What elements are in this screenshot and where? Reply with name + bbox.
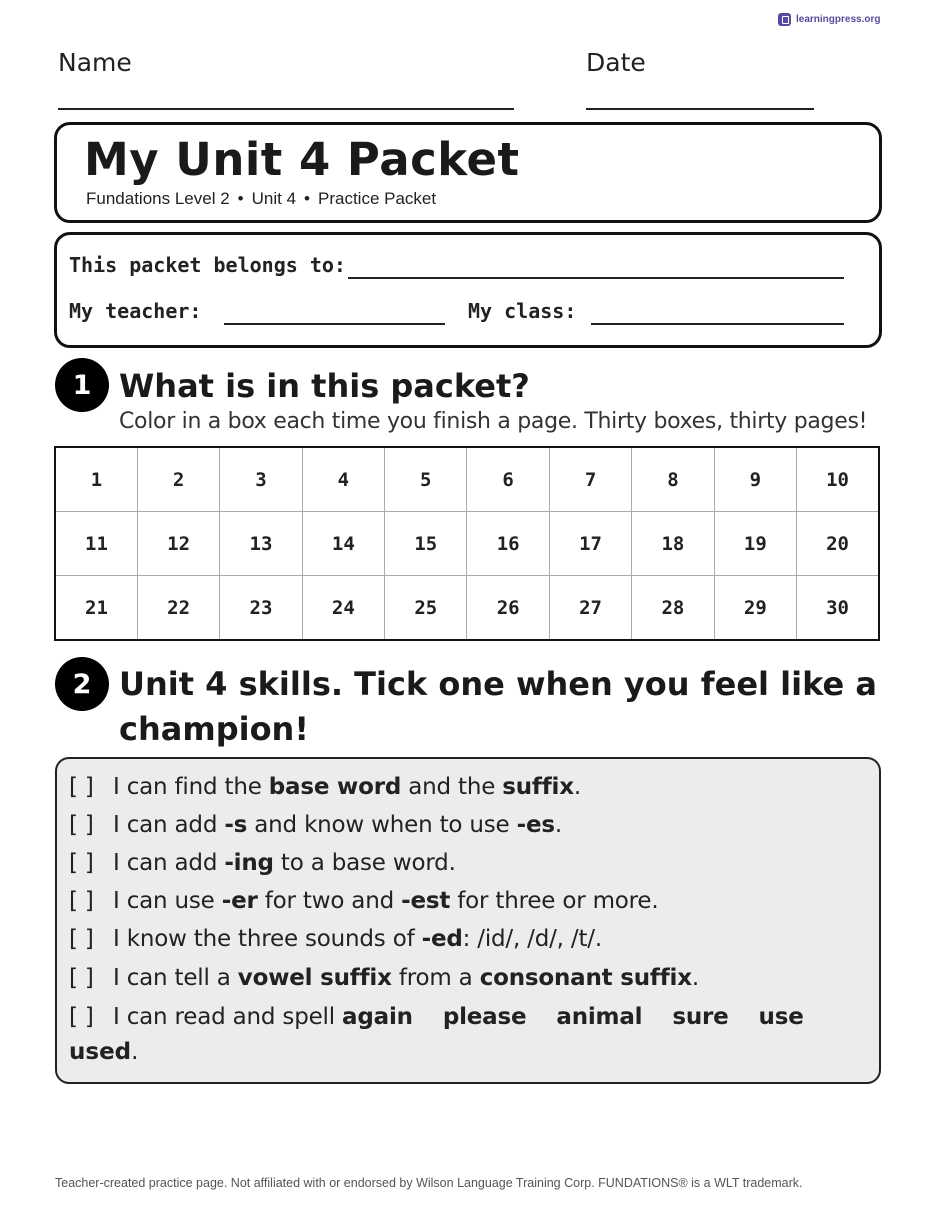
page-box[interactable]: 30 xyxy=(797,576,879,641)
skill-checkbox[interactable]: [ ] xyxy=(69,965,94,991)
sight-word: use xyxy=(758,1004,804,1030)
page-tracker-grid xyxy=(54,446,880,641)
class-label: My class: xyxy=(468,299,577,323)
belongs-line xyxy=(348,277,844,279)
sight-word-used: used xyxy=(69,1039,132,1065)
sight-word: sure xyxy=(672,1004,729,1030)
page-box[interactable]: 2 xyxy=(137,447,219,512)
brand-logo xyxy=(778,13,880,26)
section-2-title-line-2: champion! xyxy=(119,710,309,748)
skill-item-2[interactable] xyxy=(69,812,562,838)
page-box[interactable]: 27 xyxy=(549,576,631,641)
title-box xyxy=(54,122,882,223)
section-1-title: What is in this packet? xyxy=(119,367,530,405)
skill-item-5[interactable] xyxy=(69,926,602,952)
skill-checkbox[interactable]: [ ] xyxy=(69,850,94,876)
subtitle-separator: • xyxy=(237,189,244,208)
skill-text: . xyxy=(554,812,562,838)
skill-keyword: -ing xyxy=(224,850,274,876)
skill-end: . xyxy=(131,1039,139,1065)
skill-text: I know the three sounds of xyxy=(113,926,422,952)
teacher-label: My teacher: xyxy=(69,299,202,323)
page-box[interactable]: 10 xyxy=(797,447,879,512)
sight-word: again xyxy=(342,1004,413,1030)
skill-keyword: suffix xyxy=(502,774,574,800)
skill-keyword: -ed xyxy=(421,926,463,952)
belongs-label: This packet belongs to: xyxy=(69,253,346,277)
skill-keyword: base word xyxy=(268,774,402,800)
book-icon xyxy=(778,13,791,26)
skill-text: from a xyxy=(391,965,480,991)
page-box[interactable]: 25 xyxy=(385,576,467,641)
page-box[interactable]: 9 xyxy=(714,447,796,512)
page-box[interactable]: 26 xyxy=(467,576,549,641)
footer-disclaimer: Teacher-created practice page. Not affiliated with or endorsed by Wilson Language Training Corp. FUNDATIONS® is a WLT trademark. xyxy=(55,1176,803,1190)
name-line xyxy=(58,108,514,110)
skill-checkbox[interactable]: [ ] xyxy=(69,888,94,914)
subtitle-level: Fundations Level 2 xyxy=(86,189,230,208)
skill-text: for three or more. xyxy=(450,888,659,914)
owner-box xyxy=(54,232,882,348)
skill-text: I can read and spell xyxy=(113,1004,343,1030)
page-box[interactable]: 18 xyxy=(632,512,714,576)
section-2-title-line-1: Unit 4 skills. Tick one when you feel like a xyxy=(119,665,877,703)
skill-keyword: -s xyxy=(224,812,248,838)
skill-keyword: -er xyxy=(221,888,258,914)
class-line xyxy=(591,323,844,325)
section-2-title xyxy=(119,662,877,752)
page-box[interactable]: 23 xyxy=(220,576,302,641)
skill-text: and know when to use xyxy=(247,812,517,838)
page-box[interactable]: 14 xyxy=(302,512,384,576)
grid-row xyxy=(55,447,879,512)
page-box[interactable]: 12 xyxy=(137,512,219,576)
skill-text: to a base word. xyxy=(273,850,456,876)
page-box[interactable]: 5 xyxy=(385,447,467,512)
skill-item-6[interactable] xyxy=(69,965,699,991)
page-box[interactable]: 19 xyxy=(714,512,796,576)
section-1-instruction: Color in a box each time you finish a page. Thirty boxes, thirty pages! xyxy=(119,409,868,434)
page-box[interactable]: 21 xyxy=(55,576,137,641)
section-2-number: 2 xyxy=(55,657,109,711)
page-title: My Unit 4 Packet xyxy=(84,133,520,186)
sight-words xyxy=(342,1004,834,1030)
page-box[interactable]: 24 xyxy=(302,576,384,641)
grid-row xyxy=(55,576,879,641)
skill-text: : /id/, /d/, /t/. xyxy=(462,926,602,952)
subtitle-type: Practice Packet xyxy=(317,189,437,208)
skill-item-7-continuation xyxy=(69,1039,138,1065)
name-label: Name xyxy=(58,48,132,77)
page-box[interactable]: 3 xyxy=(220,447,302,512)
page-box[interactable]: 16 xyxy=(467,512,549,576)
skill-text: . xyxy=(691,965,699,991)
skill-text: . xyxy=(573,774,581,800)
grid-row xyxy=(55,512,879,576)
skill-checkbox[interactable]: [ ] xyxy=(69,926,94,952)
sight-word: please xyxy=(442,1004,527,1030)
subtitle-unit: Unit 4 xyxy=(251,189,297,208)
skill-text: I can use xyxy=(113,888,222,914)
skill-checkbox[interactable]: [ ] xyxy=(69,812,94,838)
page-box[interactable]: 8 xyxy=(632,447,714,512)
skill-keyword: -est xyxy=(401,888,451,914)
subtitle xyxy=(86,189,436,209)
date-label: Date xyxy=(586,48,646,77)
page-box[interactable]: 1 xyxy=(55,447,137,512)
skill-text: for two and xyxy=(257,888,402,914)
skill-keyword: -es xyxy=(516,812,555,838)
sight-word: animal xyxy=(556,1004,643,1030)
section-1-number: 1 xyxy=(55,358,109,412)
skill-checkbox[interactable]: [ ] xyxy=(69,1004,94,1030)
skill-text: I can tell a xyxy=(113,965,238,991)
skill-keyword: consonant suffix xyxy=(479,965,692,991)
teacher-line xyxy=(224,323,445,325)
skill-keyword: vowel suffix xyxy=(237,965,392,991)
subtitle-separator: • xyxy=(304,189,310,208)
brand-text: learningpress.org xyxy=(796,14,881,25)
page-box[interactable]: 15 xyxy=(385,512,467,576)
skill-text: I can add xyxy=(113,812,225,838)
page-box[interactable]: 17 xyxy=(549,512,631,576)
page-box[interactable]: 6 xyxy=(467,447,549,512)
skill-item-4[interactable] xyxy=(69,888,658,914)
page-box[interactable]: 4 xyxy=(302,447,384,512)
page-box[interactable]: 13 xyxy=(220,512,302,576)
skill-checkbox[interactable]: [ ] xyxy=(69,774,94,800)
skill-text: and the xyxy=(401,774,503,800)
page-box[interactable]: 28 xyxy=(632,576,714,641)
skill-item-3[interactable] xyxy=(69,850,456,876)
page-box[interactable]: 7 xyxy=(549,447,631,512)
date-line xyxy=(586,108,814,110)
skill-text: I can add xyxy=(113,850,225,876)
skill-text: I can find the xyxy=(113,774,269,800)
page-box[interactable]: 29 xyxy=(714,576,796,641)
skill-item-7[interactable] xyxy=(69,1004,834,1030)
skill-item-1[interactable] xyxy=(69,774,581,800)
page-box[interactable]: 20 xyxy=(797,512,879,576)
page-box[interactable]: 11 xyxy=(55,512,137,576)
page-box[interactable]: 22 xyxy=(137,576,219,641)
skills-checklist xyxy=(55,757,881,1084)
